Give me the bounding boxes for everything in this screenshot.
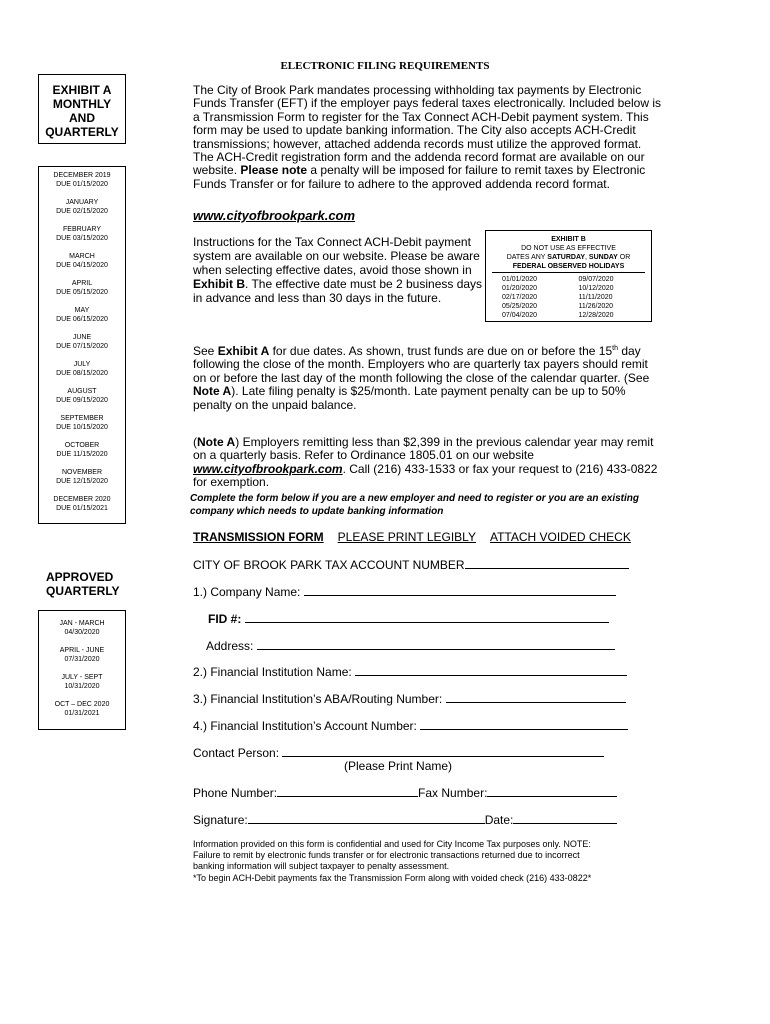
table-row — [492, 311, 645, 320]
due-date-item — [39, 306, 125, 324]
exhibit-b-line — [492, 253, 645, 262]
month-label: MAY — [74, 307, 90, 314]
month-label: DECEMBER 2019 — [53, 172, 111, 179]
fin-name-field[interactable] — [193, 664, 627, 679]
company-name-field[interactable] — [193, 584, 616, 599]
aba-field[interactable] — [193, 691, 626, 706]
para-text: ( — [193, 435, 197, 449]
address-field[interactable] — [206, 638, 615, 653]
due-date-item — [39, 333, 125, 351]
due-date: DUE 01/15/2020 — [56, 181, 108, 188]
instructions-paragraph — [193, 235, 483, 305]
due-date-item — [39, 171, 125, 189]
footer-line: Failure to remit by electronic funds transfer or for electronic transactions returned due to incorrect — [193, 850, 580, 861]
month-label: FEBRUARY — [63, 226, 101, 233]
input-line[interactable] — [420, 718, 628, 730]
monthly-due-dates — [38, 166, 126, 524]
due-date: DUE 12/15/2020 — [56, 478, 108, 485]
intro-text: The City of Brook Park mandates processing withholding tax payments by Electronic Funds Transfer (EFT) if the employer pays federal taxes electronically. Included below is a Transmission Form to register for the Tax Connect ACH-Debit payment system. This form may be used to update banking information. The City also accepts ACH-Credit transmissions; however, attached addenda records must utilize the approved format. The ACH-Credit registration form and the addenda record format are available on our website. — [193, 83, 661, 178]
quarter-item — [39, 619, 125, 637]
holiday-date: 07/04/2020 — [502, 312, 538, 319]
para-bold: Exhibit A — [217, 344, 270, 358]
due-date-item — [39, 468, 125, 486]
exhibit-b-title: EXHIBIT B — [551, 236, 586, 243]
field-label: 1.) Company Name: — [193, 585, 301, 599]
due-date-item — [39, 252, 125, 270]
exhibit-b-text: OR — [617, 254, 631, 261]
phone-fax-field[interactable] — [193, 785, 617, 800]
quarter-label: OCT – DEC 2020 — [54, 701, 110, 708]
field-label: 3.) Financial Institution’s ABA/Routing Number: — [193, 692, 443, 706]
table-row — [492, 275, 645, 284]
print-name-hint: (Please Print Name) — [344, 759, 453, 773]
para-text: ) Employers remitting less than $2,399 in the previous calendar year may remit on a quarterly basis. Refer to Ordinance 1805.01 on our website — [193, 435, 654, 463]
holiday-date: 10/12/2020 — [578, 285, 614, 292]
input-line[interactable] — [245, 611, 609, 623]
due-date: DUE 04/15/2020 — [56, 262, 108, 269]
exhibit-b-line: DO NOT USE AS EFFECTIVE — [521, 245, 616, 252]
input-line[interactable] — [277, 785, 418, 797]
intro-paragraph — [193, 84, 663, 191]
input-line[interactable] — [513, 812, 617, 824]
due-date-item — [39, 225, 125, 243]
holiday-date: 11/26/2020 — [578, 303, 614, 310]
exhibit-b-bold: SUNDAY — [588, 254, 618, 261]
holiday-date: 12/28/2020 — [578, 312, 614, 319]
footer-line: *To begin ACH-Debit payments fax the Transmission Form along with voided check (216) 433-0822* — [193, 872, 592, 883]
month-label: OCTOBER — [64, 442, 100, 449]
input-line[interactable] — [487, 785, 617, 797]
table-row — [492, 302, 645, 311]
para-bold: Note A — [193, 384, 232, 399]
table-row — [492, 284, 645, 293]
contact-field[interactable] — [193, 745, 604, 760]
holiday-date: 02/17/2020 — [502, 294, 538, 301]
field-label: Fax Number: — [418, 786, 488, 800]
exhibit-a-line: EXHIBIT A — [52, 83, 112, 97]
due-date-item — [39, 414, 125, 432]
account-number-field[interactable] — [193, 557, 629, 572]
website-link[interactable]: www.cityofbrookpark.com — [193, 208, 356, 223]
exhibit-b-text: DATES ANY — [506, 254, 548, 261]
month-label: SEPTEMBER — [60, 415, 104, 422]
due-date-item — [39, 279, 125, 297]
month-label: NOVEMBER — [61, 469, 103, 476]
form-header-text: PLEASE PRINT LEGIBLY — [337, 530, 476, 544]
due-date: DUE 03/15/2020 — [56, 235, 108, 242]
website-link[interactable]: www.cityofbrookpark.com — [193, 461, 343, 476]
field-label: 2.) Financial Institution Name: — [193, 665, 352, 679]
quarter-label: JULY - SEPT — [61, 674, 103, 681]
month-label: APRIL — [71, 280, 93, 287]
form-header-text: ATTACH VOIDED CHECK — [489, 530, 631, 544]
para-bold: Note A — [197, 435, 236, 449]
due-date: DUE 11/15/2020 — [56, 451, 108, 458]
instructions-text: Instructions for the Tax Connect ACH-Debit payment system are available on our website. Please be aware when selecting effective dates, avoid those shown in — [193, 235, 480, 277]
footer-notice — [193, 839, 653, 884]
heading-line: QUARTERLY — [46, 584, 120, 598]
input-line[interactable] — [355, 664, 627, 676]
holiday-date: 09/07/2020 — [578, 276, 614, 283]
month-label: MARCH — [69, 253, 95, 260]
holiday-date: 01/20/2020 — [502, 285, 538, 292]
heading-line: APPROVED — [46, 570, 114, 584]
exhibit-b-bold: SATURDAY — [547, 254, 586, 261]
due-date: DUE 09/15/2020 — [56, 397, 108, 404]
para-text: for due dates. As shown, trust funds are due on or before the 15 — [269, 344, 613, 358]
para-text: ). Late filing penalty is $25/month. Late payment penalty can be up to 50% penalty on the unpaid balance. — [193, 384, 626, 412]
field-label: 4.) Financial Institution’s Account Number: — [193, 719, 417, 733]
due-date-item — [39, 387, 125, 405]
exhibit-a-line: QUARTERLY — [45, 125, 119, 139]
exhibit-b-text: , — [585, 254, 589, 261]
due-date: DUE 08/15/2020 — [56, 370, 108, 377]
quarter-item — [39, 673, 125, 691]
input-line[interactable] — [304, 584, 616, 596]
due-date-item — [39, 495, 125, 513]
input-line[interactable] — [257, 638, 615, 650]
due-date: 01/31/2021 — [64, 710, 100, 717]
holiday-date: 11/11/2020 — [578, 294, 613, 301]
quarter-item — [39, 646, 125, 664]
exhibit-a-line: MONTHLY — [52, 97, 112, 111]
para-text: day following the close of the month. Employers who are quarterly tax payers should remit on or before the last day of the month following the close of the calendar quarter. (See — [193, 344, 650, 385]
approved-quarterly-heading — [38, 570, 134, 598]
month-label: DECEMBER 2020 — [53, 496, 111, 503]
due-date: DUE 07/15/2020 — [56, 343, 108, 350]
para-text: . Call (216) 433-1533 or fax your request to (216) 433-0822 for exemption. — [193, 461, 658, 490]
due-date-item — [39, 198, 125, 216]
due-date-item — [39, 360, 125, 378]
field-label: Address: — [206, 639, 254, 653]
holiday-date: 05/25/2020 — [502, 303, 538, 310]
due-date-item — [39, 441, 125, 459]
exhibit-a-box — [38, 74, 126, 144]
field-label: Contact Person: — [193, 746, 280, 760]
holiday-date: 01/01/2020 — [502, 276, 538, 283]
month-label: JULY — [73, 361, 91, 368]
quarter-label: APRIL - JUNE — [59, 647, 105, 654]
instructions-text: . The effective date must be 2 business days in advance and less than 30 days in the future. — [193, 277, 483, 305]
due-date: DUE 10/15/2020 — [56, 424, 108, 431]
note-a-paragraph — [193, 436, 663, 490]
field-label: Phone Number: — [193, 786, 278, 800]
due-dates-paragraph — [193, 342, 663, 412]
due-date: 04/30/2020 — [64, 629, 100, 636]
form-instruction-note: Complete the form below if you are a new employer and need to register or you are an existing company which needs to update banking information — [190, 493, 639, 517]
field-label: FID #: — [208, 612, 242, 626]
signature-date-field[interactable] — [193, 812, 617, 827]
input-line[interactable] — [465, 557, 629, 569]
exhibit-b-ref: Exhibit B — [193, 277, 246, 291]
due-date: DUE 02/15/2020 — [56, 208, 108, 215]
month-label: JANUARY — [65, 199, 99, 206]
due-date: 07/31/2020 — [64, 656, 100, 663]
input-line[interactable] — [282, 745, 604, 757]
field-label: CITY OF BROOK PARK TAX ACCOUNT NUMBER — [193, 558, 465, 572]
intro-text: a penalty will be imposed for failure to remit taxes by Electronic Funds Transfer or for failure to adhere to the approved addenda record format. — [193, 163, 646, 191]
exhibit-b-line: FEDERAL OBSERVED HOLIDAYS — [492, 262, 645, 273]
input-line[interactable] — [248, 812, 485, 824]
exhibit-a-line: AND — [69, 111, 95, 125]
quarterly-due-dates — [38, 610, 126, 730]
table-row — [492, 293, 645, 302]
para-text: See — [193, 344, 218, 358]
intro-bold: Please note — [240, 163, 308, 178]
due-date: DUE 06/15/2020 — [56, 316, 108, 323]
footer-line: banking information will subject taxpayer to penalty assessment. — [193, 861, 450, 872]
footer-line: Information provided on this form is confidential and used for City Income Tax purposes only. NOTE: — [193, 839, 591, 849]
holiday-table — [492, 275, 645, 320]
input-line[interactable] — [446, 691, 626, 703]
month-label: JUNE — [72, 334, 92, 341]
page-title: ELECTRONIC FILING REQUIREMENTS — [280, 60, 490, 72]
fid-field[interactable] — [208, 611, 609, 626]
exhibit-b-box — [485, 230, 652, 322]
form-header — [193, 530, 645, 544]
field-label: Date: — [484, 813, 514, 827]
due-date: 10/31/2020 — [64, 683, 100, 690]
quarter-label: JAN - MARCH — [59, 620, 105, 627]
month-label: AUGUST — [67, 388, 97, 395]
superscript: th — [612, 345, 618, 352]
field-label: Signature: — [193, 813, 248, 827]
due-date: DUE 01/15/2021 — [56, 505, 108, 512]
form-title: TRANSMISSION FORM — [193, 530, 324, 544]
quarter-item — [39, 700, 125, 718]
due-date: DUE 05/15/2020 — [56, 289, 108, 296]
account-field[interactable] — [193, 718, 628, 733]
